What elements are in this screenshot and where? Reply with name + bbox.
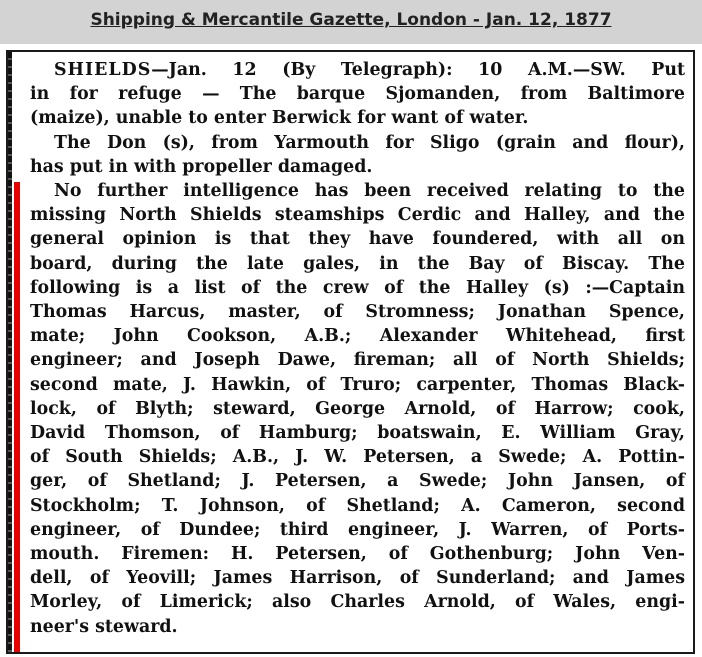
article-line: following is a list of the crew of the Halley (s) :—Captain <box>30 277 685 298</box>
article-line: Thomas Harcus, master, of Stromness; Jonathan Spence, <box>30 302 685 323</box>
article-line: of South Shields; A.B., J. W. Petersen, a Swede; A. Pottin- <box>30 447 685 468</box>
article-line: dell, of Yeovill; James Harrison, of Sunderland; and James <box>30 568 685 589</box>
highlight-marker <box>14 182 20 652</box>
article-line: Morley, of Limerick; also Charles Arnold, of Wales, engi- <box>30 592 685 613</box>
article-line: in for refuge — The barque Sjomanden, from Baltimore <box>30 84 685 105</box>
article-line: engineer, of Dundee; third engineer, J. Warren, of Ports- <box>30 519 685 540</box>
article-line: Stockholm; T. Johnson, of Shetland; A. Cameron, second <box>30 495 685 516</box>
article-dateline: —Jan. 12 (By Telegraph): 10 A.M.—SW. Put <box>151 60 685 80</box>
article-line: has put in with propeller damaged. <box>30 156 373 177</box>
article-line: second mate, J. Hawkin, of Truro; carpenter, Thomas Black- <box>30 374 685 395</box>
article-line <box>30 58 685 82</box>
article-place: SHIELDS <box>54 60 152 80</box>
article-line: engineer; and Joseph Dawe, fireman; all of North Shields; <box>30 350 685 371</box>
article-line: mouth. Firemen: H. Petersen, of Gothenburg; John Ven- <box>30 544 685 565</box>
article-line: missing North Shields steamships Cerdic and Halley, and the <box>30 205 685 226</box>
page-title: Shipping & Mercantile Gazette, London - Jan. 12, 1877 <box>90 10 612 30</box>
article-line: neer's steward. <box>30 616 178 637</box>
article-line: lock, of Blyth; steward, George Arnold, of Harrow; cook, <box>30 398 685 419</box>
article-line: board, during the late gales, in the Bay of Biscay. The <box>30 253 685 274</box>
article-line: general opinion is that they have foundered, with all on <box>30 229 685 250</box>
article-text <box>30 58 685 639</box>
article-line: David Thomson, of Hamburg; boatswain, E. William Gray, <box>30 423 685 444</box>
article-line: ger, of Shetland; J. Petersen, a Swede; John Jansen, of <box>30 471 685 492</box>
article-line: No further intelligence has been received relating to the <box>54 181 685 202</box>
newspaper-clipping <box>6 50 695 654</box>
article-line: (maize), unable to enter Berwick for want of water. <box>30 108 529 129</box>
clipping-torn-edge <box>8 52 12 652</box>
article-line: mate; John Cookson, A.B.; Alexander Whitehead, first <box>30 326 685 347</box>
article-line: The Don (s), from Yarmouth for Sligo (grain and flour), <box>54 132 685 153</box>
title-banner <box>0 0 702 44</box>
